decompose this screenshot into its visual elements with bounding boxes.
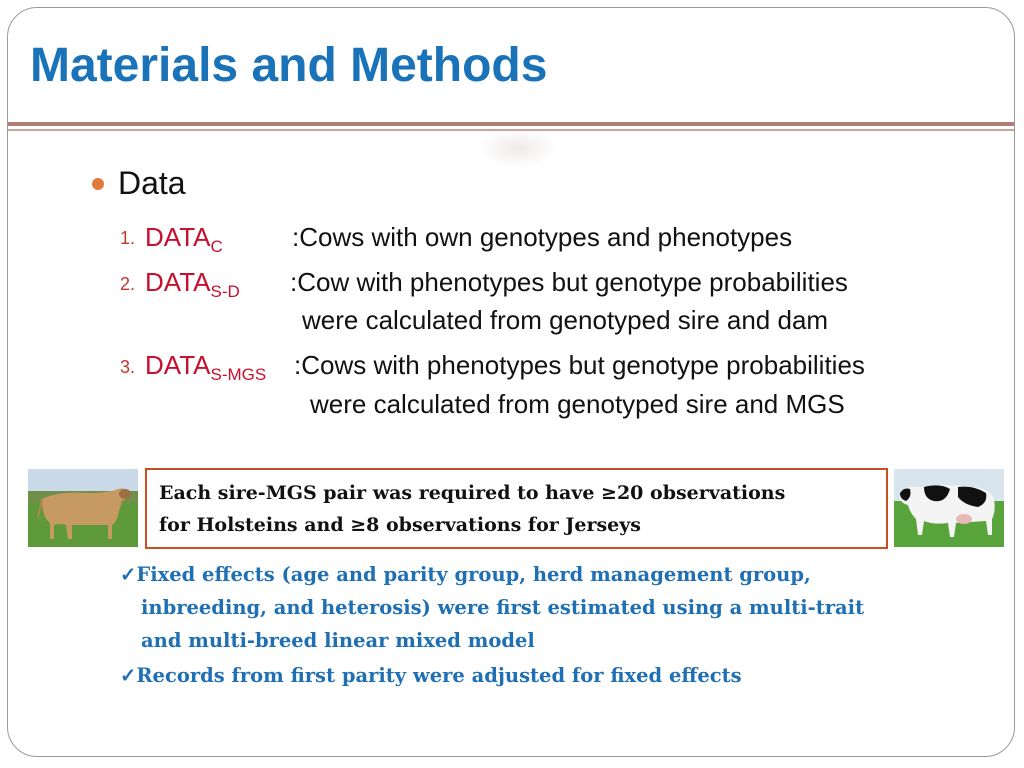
dataset-name: $DATA_C$	[145, 222, 223, 256]
dataset-description-cont: were calculated from genotyped sire and dam	[302, 305, 829, 335]
decorative-glow	[478, 128, 558, 168]
note-box	[145, 468, 888, 549]
title-divider	[8, 122, 1014, 126]
dataset-name: $DATA_{S-MGS}$	[145, 350, 267, 384]
item-number: 2.	[120, 274, 136, 294]
note-line-2: for Holsteins and ≥8 observations for Jerseys	[159, 514, 641, 536]
dataset-description: :Cows with phenotypes but genotype probabilities	[294, 350, 865, 380]
check-item-line: ✓Fixed effects (age and parity group, herd management group,	[120, 563, 811, 586]
bullet-icon	[92, 178, 104, 190]
bullet-heading: Data	[118, 165, 186, 201]
checkmark-icon: ✓	[120, 563, 137, 586]
dataset-description: :Cow with phenotypes but genotype probabilities	[290, 267, 848, 297]
item-number: 3.	[120, 357, 136, 377]
check-item-line: and multi-breed linear mixed model	[141, 629, 535, 652]
dataset-description: :Cows with own genotypes and phenotypes	[292, 222, 793, 252]
dataset-description-cont: were calculated from genotyped sire and MGS	[310, 389, 845, 419]
check-item-line: ✓Records from first parity were adjusted for fixed effects	[120, 664, 742, 687]
checkmark-icon: ✓	[120, 664, 137, 687]
jersey-cow-photo	[28, 469, 138, 547]
check-item-line: inbreeding, and heterosis) were first estimated using a multi-trait	[141, 596, 865, 619]
slide-title: Materials and Methods	[30, 39, 548, 92]
note-line-1: Each sire-MGS pair was required to have ≥20 observations	[159, 482, 786, 504]
dataset-name: $DATA_{S-D}$	[145, 267, 240, 301]
holstein-cow-photo	[894, 469, 1004, 547]
item-number: 1.	[120, 228, 136, 248]
